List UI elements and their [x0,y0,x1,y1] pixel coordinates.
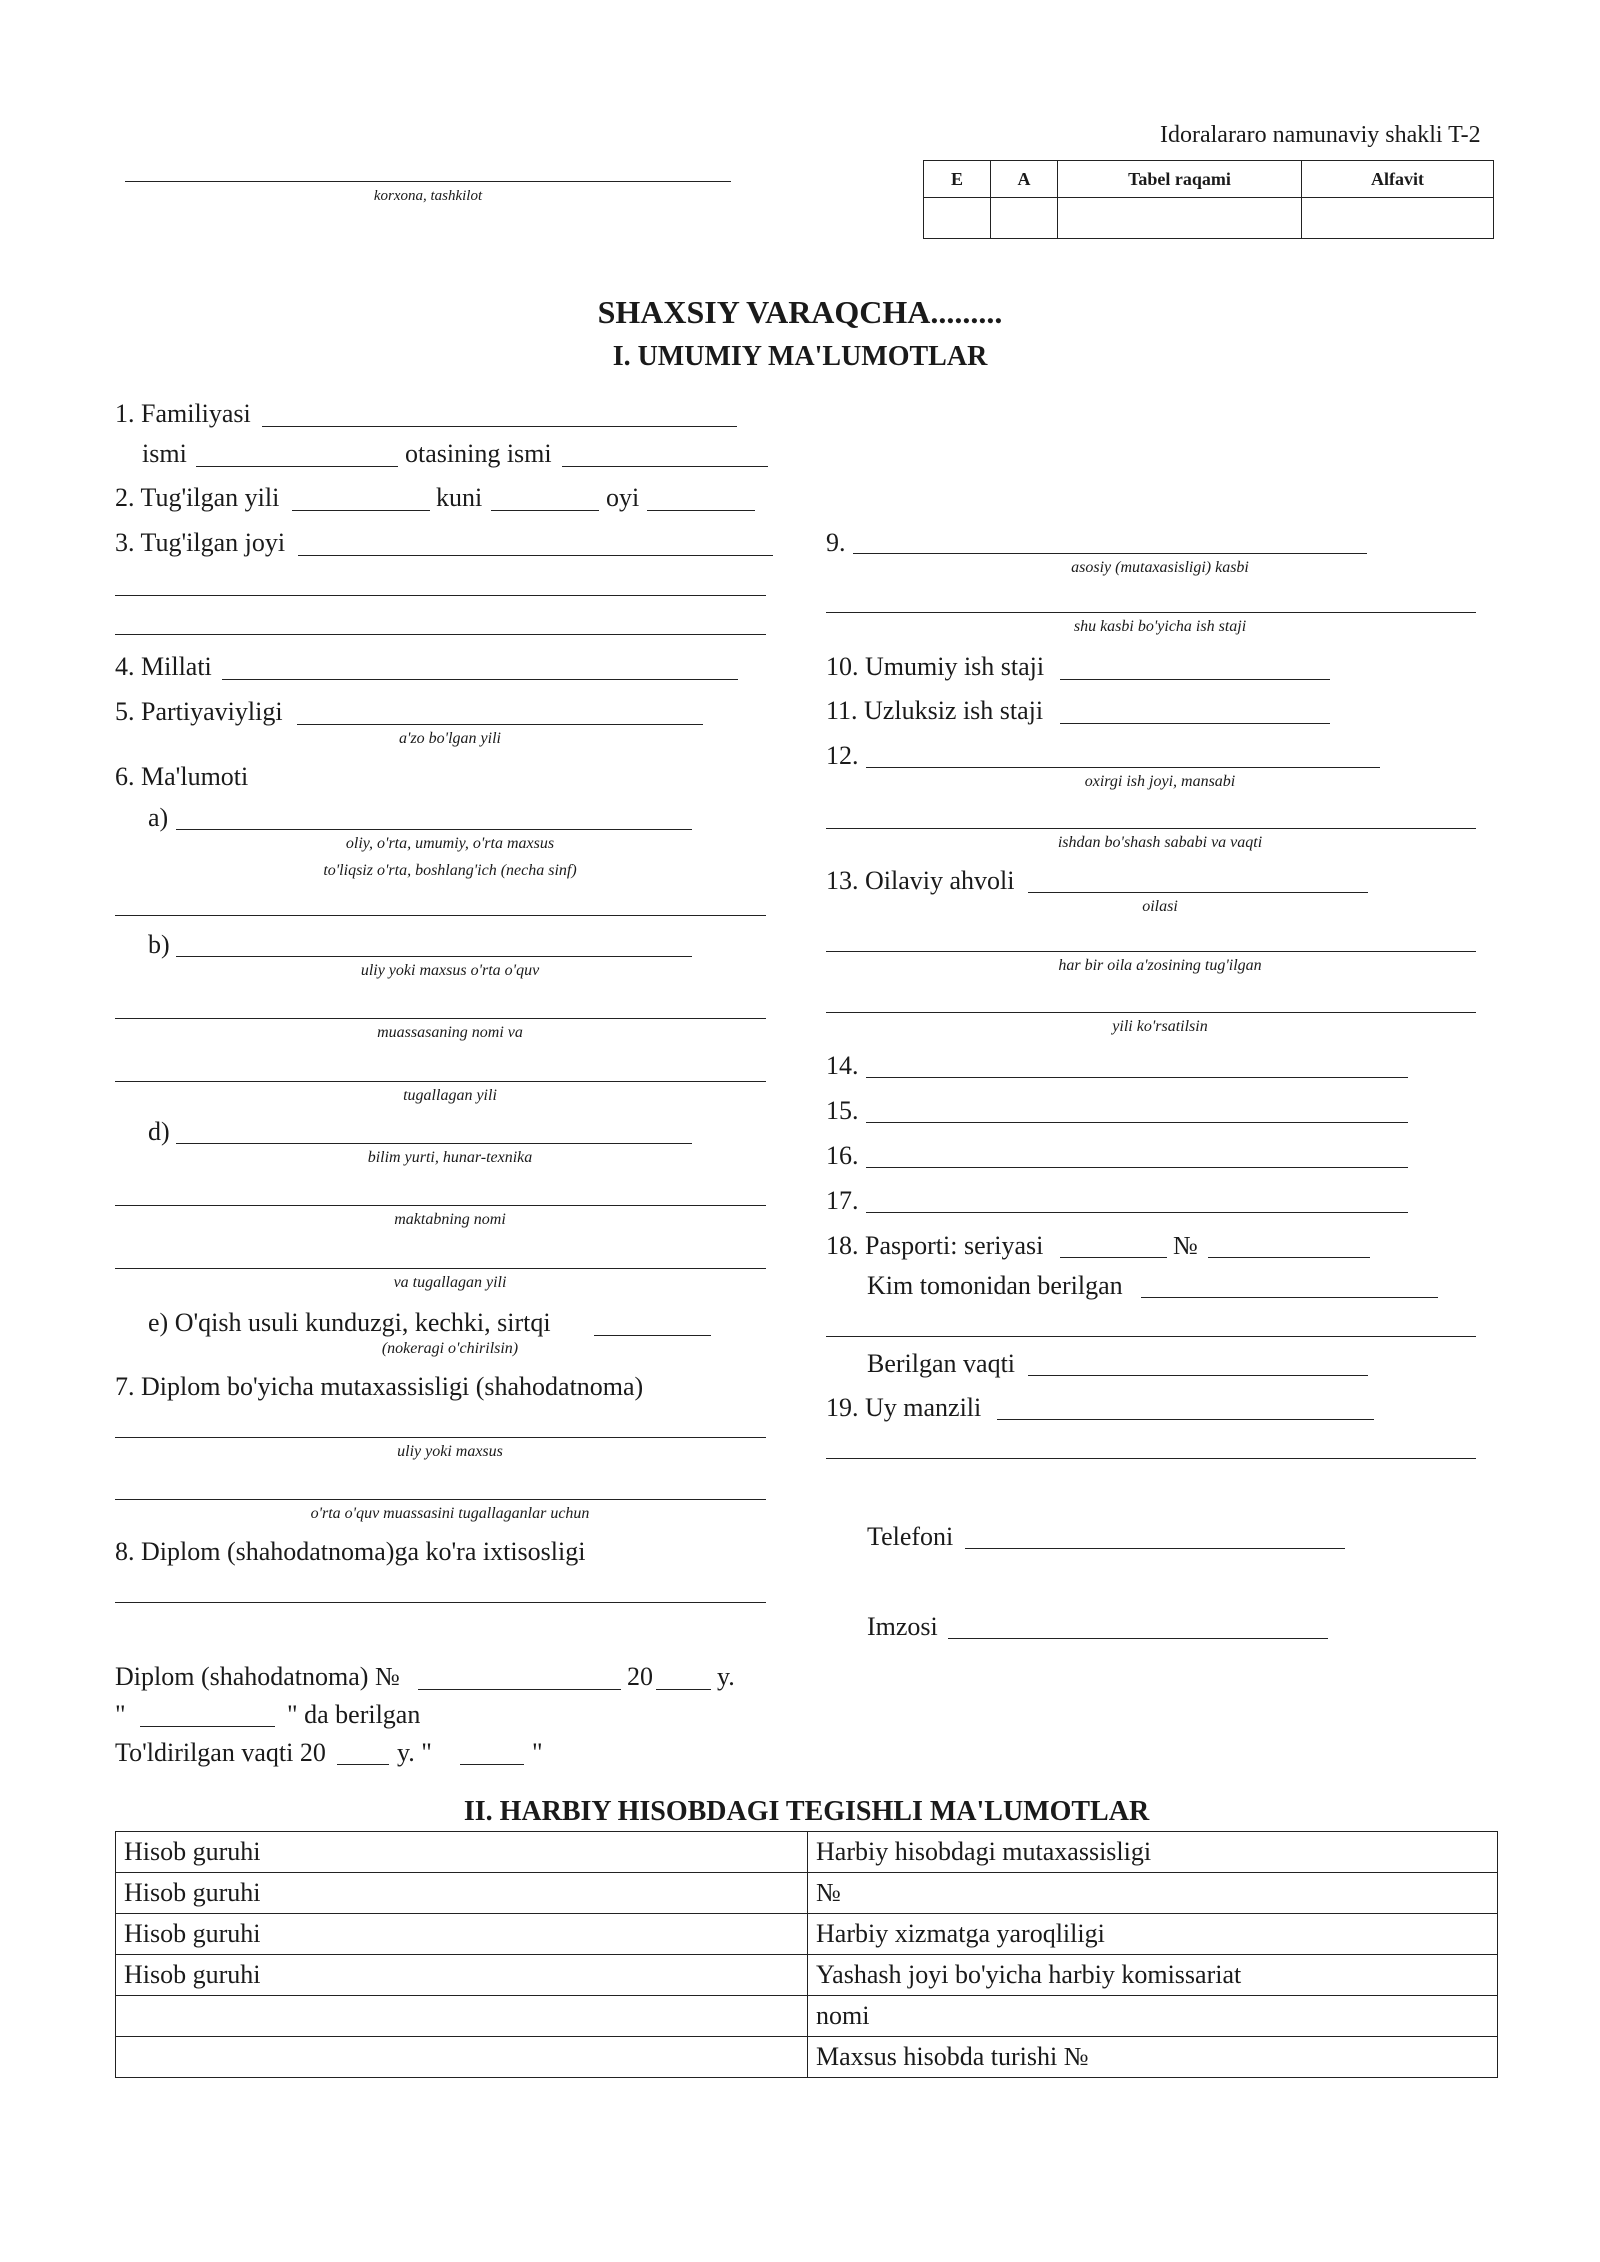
education-a-line-2[interactable] [115,915,766,916]
education-a-caption-2: to'liqsiz o'rta, boshlang'ich (necha sinf) [323,862,577,879]
diploma-number-line[interactable] [418,1689,621,1690]
education-b-line-3[interactable] [115,1081,766,1082]
education-d-line[interactable] [176,1143,692,1144]
issued-suffix: " da berilgan [287,1700,421,1729]
birth-place-line-3[interactable] [115,634,766,635]
filled-date-end: " [532,1738,543,1767]
birth-year-label: 2. Tug'ilgan yili [115,483,280,512]
family-line-1[interactable] [826,951,1476,952]
diploma-year-line[interactable] [656,1689,711,1690]
marital-status-caption-3: yili ko'rsatilsin [1112,1018,1208,1035]
diploma-specialty-label: 7. Diplom bo'yicha mutaxassisligi (shahodatnoma) [115,1372,644,1401]
table-row [116,1832,1498,1873]
passport-number-label: № [1173,1231,1198,1260]
field-16-label: 16. [826,1141,859,1170]
table-row [116,1914,1498,1955]
profession-experience-caption: shu kasbi bo'yicha ish staji [1073,618,1247,635]
passport-date-line[interactable] [1028,1375,1368,1376]
military-cell-left[interactable] [116,2037,808,2078]
diploma-specialty-caption-2: o'rta o'quv muassasini tugallaganlar uchun [310,1505,590,1522]
family-line-2[interactable] [826,1012,1476,1013]
section1-heading: I. UMUMIY MA'LUMOTLAR [612,341,988,372]
birth-place-label: 3. Tug'ilgan joyi [115,528,286,557]
diploma-qualification-label: 8. Diplom (shahodatnoma)ga ko'ra ixtisosligi [115,1537,586,1566]
diploma-specialty-line[interactable] [115,1437,766,1438]
military-cell-right[interactable]: nomi [808,1996,1498,2037]
organization-caption: korxona, tashkilot [373,188,483,204]
table-row [116,1996,1498,2037]
study-mode-label: e) O'qish usuli kunduzgi, kechki, sirtqi [148,1308,551,1337]
diploma-year-suffix: y. [717,1662,735,1691]
military-cell-left[interactable]: Hisob guruhi [116,1873,808,1914]
dismissal-line[interactable] [826,828,1476,829]
education-a-caption-1: oliy, o'rta, umumiy, o'rta maxsus [345,835,555,852]
last-job-caption: oxirgi ish joyi, mansabi [1084,773,1236,790]
birth-place-line[interactable] [298,555,773,556]
code-cell-tabel[interactable] [1058,198,1302,239]
education-d-label: d) [148,1117,170,1146]
military-table [115,1831,1498,2078]
education-b-line-2[interactable] [115,1018,766,1019]
table-row [116,1873,1498,1914]
party-line[interactable] [297,724,703,725]
code-header-a: A [991,161,1058,198]
birth-day-line[interactable] [491,510,599,511]
phone-label: Telefoni [867,1522,954,1551]
education-b-caption-1: uliy yoki maxsus o'rta o'quv [360,962,540,979]
table-row [116,2037,1498,2078]
profession-caption: asosiy (mutaxasisligi) kasbi [1071,559,1249,576]
last-job-label: 12. [826,741,859,770]
birth-year-line[interactable] [292,510,430,511]
signature-label: Imzosi [867,1612,938,1641]
passport-issuer-label: Kim tomonidan berilgan [867,1271,1123,1300]
surname-line[interactable] [262,426,737,427]
education-b-caption-2: muassasaning nomi va [377,1024,523,1041]
code-cell-a[interactable] [991,198,1058,239]
military-cell-right[interactable]: № [808,1873,1498,1914]
study-mode-caption: (nokeragi o'chirilsin) [381,1340,519,1357]
field-14-line[interactable] [866,1077,1408,1078]
continuous-experience-line[interactable] [1060,723,1330,724]
education-d-line-2[interactable] [115,1205,766,1206]
education-d-caption-3: va tugallagan yili [393,1274,507,1291]
education-a-label: a) [148,803,169,832]
profession-label: 9. [826,528,846,557]
home-address-line-2[interactable] [826,1458,1476,1459]
patronymic-label: otasining ismi [405,439,552,468]
diploma-number-label: Diplom (shahodatnoma) № [115,1662,400,1691]
organization-line[interactable] [125,181,731,182]
education-a-line[interactable] [176,829,692,830]
passport-number-line[interactable] [1208,1257,1370,1258]
military-cell-right[interactable]: Harbiy xizmatga yaroqliligi [808,1914,1498,1955]
birth-month-label: oyi [606,483,640,512]
code-cell-alfavit[interactable] [1302,198,1494,239]
birth-day-label: kuni [436,483,483,512]
name-line[interactable] [196,466,398,467]
military-cell-left[interactable]: Hisob guruhi [116,1914,808,1955]
last-job-line[interactable] [866,767,1380,768]
education-b-line[interactable] [176,956,692,957]
passport-issuer-line-2[interactable] [826,1336,1476,1337]
total-experience-line[interactable] [1060,679,1330,680]
marital-status-caption-2: har bir oila a'zosining tug'ilgan [1058,957,1262,974]
field-17-label: 17. [826,1186,859,1215]
signature-line[interactable] [948,1638,1328,1639]
field-15-line[interactable] [866,1122,1408,1123]
birth-place-line-2[interactable] [115,595,766,596]
education-b-caption-3: tugallagan yili [403,1087,497,1104]
code-header-e: E [924,161,991,198]
passport-issuer-line[interactable] [1141,1297,1438,1298]
field-16-line[interactable] [866,1167,1408,1168]
education-d-caption-1: bilim yurti, hunar-texnika [367,1149,533,1166]
study-mode-line[interactable] [594,1335,711,1336]
nationality-line[interactable] [222,679,738,680]
marital-status-caption-1: oilasi [1142,898,1178,915]
filled-year-line[interactable] [337,1764,389,1765]
code-table [923,160,1494,239]
name-label: ismi [142,439,187,468]
diploma-specialty-line-2[interactable] [115,1499,766,1500]
education-d-line-3[interactable] [115,1268,766,1269]
filled-date-label: To'ldirilgan vaqti 20 [115,1738,326,1767]
passport-series-line[interactable] [1060,1257,1167,1258]
field-15-label: 15. [826,1096,859,1125]
issued-day-line[interactable] [140,1726,275,1727]
party-label: 5. Partiyaviyligi [115,697,283,726]
code-header-tabel: Tabel raqami [1058,161,1302,198]
birth-month-line[interactable] [647,510,755,511]
field-14-label: 14. [826,1051,859,1080]
military-cell-left[interactable]: Hisob guruhi [116,1955,808,1996]
code-cell-e[interactable] [924,198,991,239]
military-cell-left[interactable]: Hisob guruhi [116,1832,808,1873]
surname-label: 1. Familiyasi [115,399,251,428]
table-row [116,1955,1498,1996]
education-b-label: b) [148,930,170,959]
home-address-line[interactable] [997,1419,1374,1420]
diploma-year-prefix: 20 [627,1662,653,1691]
phone-line[interactable] [965,1548,1345,1549]
code-header-alfavit: Alfavit [1302,161,1494,198]
filled-date-mid: y. " [397,1738,432,1767]
diploma-specialty-caption-1: uliy yoki maxsus [397,1443,503,1460]
military-cell-right[interactable]: Harbiy hisobdagi mutaxassisligi [808,1832,1498,1873]
continuous-experience-label: 11. Uzluksiz ish staji [826,696,1044,725]
form-type-label: Idoralararo namunaviy shakli T-2 [1160,122,1481,148]
military-cell-left[interactable] [116,1996,808,2037]
issued-quote-open: " [115,1700,126,1729]
dismissal-caption: ishdan bo'shash sababi va vaqti [1057,834,1263,851]
section2-heading: II. HARBIY HISOBDAGI TEGISHLI MA'LUMOTLAR [463,1796,1150,1827]
total-experience-label: 10. Umumiy ish staji [826,652,1045,681]
education-label: 6. Ma'lumoti [115,762,249,791]
passport-date-label: Berilgan vaqti [867,1349,1016,1378]
nationality-label: 4. Millati [115,652,212,681]
military-cell-right[interactable]: Yashash joyi bo'yicha harbiy komissariat [808,1955,1498,1996]
marital-status-line[interactable] [1028,892,1368,893]
patronymic-line[interactable] [562,466,768,467]
military-cell-right[interactable]: Maxsus hisobda turishi № [808,2037,1498,2078]
passport-series-label: 18. Pasporti: seriyasi [826,1231,1044,1260]
education-d-caption-2: maktabning nomi [394,1211,506,1228]
profession-experience-line[interactable] [826,612,1476,613]
field-17-line[interactable] [866,1212,1408,1213]
page-title: SHAXSIY VARAQCHA......... [597,294,1003,330]
diploma-qualification-line[interactable] [115,1602,766,1603]
profession-line[interactable] [853,553,1367,554]
marital-status-label: 13. Oilaviy ahvoli [826,866,1015,895]
home-address-label: 19. Uy manzili [826,1393,982,1422]
filled-day-line[interactable] [460,1764,524,1765]
party-caption: a'zo bo'lgan yili [399,730,501,747]
